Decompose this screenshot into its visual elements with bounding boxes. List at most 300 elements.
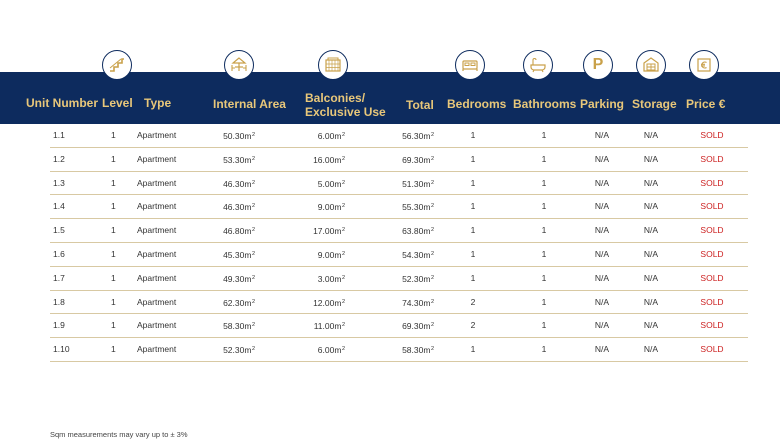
cell-bedrooms-value: 1 (470, 248, 476, 259)
cell-level-value: 1 (111, 344, 116, 355)
cell-balcony-area-value: 6.00 (317, 131, 335, 141)
area-unit-superscript: 2 (430, 155, 434, 162)
table-row (50, 291, 748, 315)
area-unit-superscript: 2 (341, 179, 345, 186)
building-icon-badge (318, 50, 348, 80)
area-unit-superscript: 2 (251, 298, 255, 305)
cell-price (700, 148, 723, 170)
cell-bathrooms (542, 338, 547, 360)
area-unit-superscript: 2 (430, 132, 434, 138)
col-header-price: Price € (686, 97, 726, 111)
col-header-internal-area: Internal Area (213, 97, 286, 111)
cell-parking-value: N/A (594, 130, 610, 140)
cell-price (700, 291, 723, 313)
cell-internal-area-value: 46.80 (223, 226, 245, 237)
cell-storage-value: N/A (643, 153, 659, 164)
col-header-parking: Parking (580, 97, 625, 111)
cell-parking-value: N/A (594, 177, 610, 188)
cell-storage (644, 267, 658, 289)
cell-level-value: 1 (111, 201, 116, 212)
cell-total-area (402, 172, 434, 195)
area-unit: m (423, 273, 431, 284)
cell-parking (595, 172, 609, 194)
cell-type-value: Apartment (137, 177, 177, 188)
area-unit-superscript: 2 (251, 179, 255, 186)
cell-type (137, 219, 176, 241)
cell-bathrooms (542, 314, 547, 336)
cell-total-area (402, 267, 434, 290)
cell-bedrooms-value: 1 (470, 153, 476, 164)
cell-unit-number-value: 1.6 (53, 248, 65, 259)
cell-bedrooms-value: 1 (470, 130, 476, 140)
cell-unit-number (53, 172, 65, 194)
cell-storage-value: N/A (643, 320, 659, 331)
cell-level-value: 1 (111, 296, 116, 307)
cell-unit-number-value: 1.2 (53, 153, 65, 164)
area-unit: m (423, 131, 431, 141)
cell-level-value: 1 (111, 130, 116, 140)
storage-icon-badge (636, 50, 666, 80)
cell-level-value: 1 (111, 225, 116, 236)
cell-internal-area-value: 53.30 (223, 154, 245, 165)
parking-icon-badge (583, 50, 613, 80)
cell-bathrooms-value: 1 (541, 177, 547, 188)
area-unit: m (244, 297, 252, 308)
cell-price (700, 243, 723, 265)
cell-internal-area (223, 338, 255, 361)
cell-storage (644, 338, 658, 360)
cell-internal-area (223, 314, 255, 337)
cell-storage-value: N/A (643, 344, 659, 355)
cell-level (111, 314, 116, 336)
cell-total-area (402, 314, 434, 337)
cell-parking (595, 314, 609, 336)
cell-balcony-area (313, 148, 345, 171)
cell-unit-number-value: 1.9 (53, 320, 65, 331)
cell-total-area-value: 69.30 (402, 154, 424, 165)
area-unit-superscript: 2 (251, 132, 255, 138)
cell-total-area (402, 148, 434, 171)
cell-bathrooms-value: 1 (541, 248, 547, 259)
cell-bedrooms (471, 338, 476, 360)
cell-type (137, 148, 176, 170)
area-unit-superscript: 2 (430, 322, 434, 329)
col-header-bedrooms: Bedrooms (447, 97, 507, 111)
bed-icon-badge (455, 50, 485, 80)
col-header-type: Type (144, 96, 172, 110)
cell-internal-area (223, 124, 255, 147)
cell-type-value: Apartment (137, 248, 177, 259)
cell-bedrooms (471, 243, 476, 265)
cell-parking-value: N/A (594, 272, 610, 283)
cell-storage (644, 148, 658, 170)
cell-total-area-value: 54.30 (402, 249, 424, 260)
area-unit-superscript: 2 (430, 298, 434, 305)
cell-balcony-area-value: 11.00 (313, 321, 335, 332)
cell-level (111, 219, 116, 241)
area-unit-superscript: 2 (430, 274, 434, 281)
cell-total-area-value: 58.30 (402, 345, 424, 356)
cell-storage (644, 291, 658, 313)
cell-unit-number-value: 1.10 (53, 344, 70, 355)
cell-bedrooms-value: 1 (470, 272, 476, 283)
table-row (50, 195, 748, 219)
area-unit: m (334, 297, 342, 308)
area-unit-superscript: 2 (251, 346, 255, 353)
cell-type-value: Apartment (137, 296, 177, 307)
cell-internal-area-value: 45.30 (223, 249, 245, 260)
area-unit: m (334, 226, 342, 237)
area-unit-superscript: 2 (341, 132, 345, 138)
cell-bedrooms (471, 219, 476, 241)
area-unit: m (423, 178, 431, 189)
cell-balcony-area-value: 9.00 (317, 202, 335, 213)
cell-total-area (402, 243, 434, 266)
area-unit: m (244, 178, 252, 189)
cell-balcony-area (318, 172, 345, 195)
cell-internal-area (223, 148, 255, 171)
cell-storage-value: N/A (643, 272, 659, 283)
area-unit-superscript: 2 (251, 155, 255, 162)
cell-bathrooms-value: 1 (541, 320, 547, 331)
cell-unit-number-value: 1.1 (53, 130, 65, 140)
unit-table-body (50, 124, 748, 362)
cell-price-value: SOLD (700, 153, 724, 164)
cell-price (700, 267, 723, 289)
area-unit: m (334, 154, 342, 165)
cell-parking (595, 148, 609, 170)
cell-parking-value: N/A (594, 344, 610, 355)
cell-bathrooms-value: 1 (541, 153, 547, 164)
cell-level (111, 172, 116, 194)
area-unit-superscript: 2 (430, 227, 434, 234)
area-unit: m (423, 226, 431, 237)
cell-internal-area-value: 49.30 (223, 273, 245, 284)
stairs-icon-badge (102, 50, 132, 80)
cell-bedrooms (471, 148, 476, 170)
bathtub-icon (528, 55, 548, 75)
area-unit-superscript: 2 (341, 346, 345, 353)
cell-storage (644, 172, 658, 194)
cell-parking (595, 243, 609, 265)
cell-bathrooms (542, 291, 547, 313)
cell-bathrooms-value: 1 (541, 130, 547, 140)
cell-total-area-value: 51.30 (402, 178, 424, 189)
cell-price-value: SOLD (700, 320, 724, 331)
area-unit-superscript: 2 (430, 250, 434, 257)
cell-bathrooms (542, 172, 547, 194)
bed-icon (460, 55, 480, 75)
cell-parking-value: N/A (594, 201, 610, 212)
cell-storage (644, 124, 658, 146)
cell-balcony-area (313, 219, 345, 242)
building-icon (323, 55, 343, 75)
cell-type-value: Apartment (137, 225, 177, 236)
area-unit: m (334, 345, 342, 356)
cell-parking (595, 195, 609, 217)
cell-level (111, 124, 116, 146)
cell-parking-value: N/A (594, 320, 610, 331)
cell-parking (595, 291, 609, 313)
area-unit-superscript: 2 (251, 322, 255, 329)
area-unit: m (423, 154, 431, 165)
area-unit: m (244, 131, 252, 141)
cell-parking-value: N/A (594, 296, 610, 307)
cell-type-value: Apartment (137, 153, 177, 164)
cell-bedrooms (471, 195, 476, 217)
cell-type (137, 338, 176, 360)
col-header-total: Total (406, 98, 434, 112)
cell-price-value: SOLD (700, 344, 724, 355)
cell-unit-number-value: 1.5 (53, 225, 65, 236)
cell-total-area (402, 219, 434, 242)
cell-parking (595, 219, 609, 241)
cell-balcony-area-value: 5.00 (317, 178, 335, 189)
table-row (50, 172, 748, 196)
cell-unit-number (53, 124, 65, 146)
cell-level-value: 1 (111, 272, 116, 283)
cell-storage-value: N/A (643, 201, 659, 212)
cell-bathrooms (542, 243, 547, 265)
cell-type-value: Apartment (137, 320, 177, 331)
cell-level-value: 1 (111, 177, 116, 188)
cell-bathrooms (542, 267, 547, 289)
cell-internal-area-value: 58.30 (223, 321, 245, 332)
cell-bedrooms (471, 291, 476, 313)
cell-internal-area (223, 219, 255, 242)
cell-bathrooms (542, 148, 547, 170)
table-row (50, 148, 748, 172)
cell-parking-value: N/A (594, 153, 610, 164)
area-unit: m (423, 202, 431, 213)
cell-total-area (402, 338, 434, 361)
cell-unit-number (53, 291, 65, 313)
table-row (50, 219, 748, 243)
col-header-storage: Storage (632, 97, 677, 111)
area-unit-superscript: 2 (341, 203, 345, 210)
cell-bedrooms (471, 314, 476, 336)
cell-storage (644, 314, 658, 336)
col-header-unit-number: Unit Number (26, 96, 98, 110)
cell-price-value: SOLD (700, 130, 724, 140)
euro-note-icon-badge (689, 50, 719, 80)
cell-level (111, 243, 116, 265)
area-unit: m (244, 249, 252, 260)
stairs-icon (107, 55, 127, 75)
cell-parking (595, 338, 609, 360)
cell-balcony-area-value: 12.00 (313, 297, 335, 308)
area-unit: m (334, 202, 342, 213)
cell-price (700, 124, 723, 146)
cell-bedrooms (471, 172, 476, 194)
area-unit-superscript: 2 (341, 155, 345, 162)
cell-balcony-area (318, 124, 345, 147)
cell-unit-number-value: 1.3 (53, 177, 65, 188)
cell-balcony-area-value: 16.00 (313, 154, 335, 165)
cell-bathrooms-value: 1 (541, 201, 547, 212)
cell-internal-area-value: 50.30 (223, 131, 245, 141)
cell-bathrooms-value: 1 (541, 225, 547, 236)
cell-type (137, 291, 176, 313)
cell-balcony-area-value: 6.00 (317, 345, 335, 356)
cell-balcony-area (318, 267, 345, 290)
table-row (50, 243, 748, 267)
cell-storage (644, 219, 658, 241)
cell-total-area-value: 55.30 (402, 202, 424, 213)
cell-type-value: Apartment (137, 272, 177, 283)
col-header-balconies-line1: Balconies/ (305, 91, 366, 105)
area-unit-superscript: 2 (251, 250, 255, 257)
cell-unit-number-value: 1.8 (53, 296, 65, 307)
cell-price (700, 195, 723, 217)
cell-price (700, 172, 723, 194)
area-unit: m (244, 345, 252, 356)
footnote: Sqm measurements may vary up to ± 3% (50, 430, 188, 439)
area-unit-superscript: 2 (341, 227, 345, 234)
area-unit-superscript: 2 (341, 298, 345, 305)
cell-total-area-value: 69.30 (402, 321, 424, 332)
cell-type-value: Apartment (137, 201, 177, 212)
cell-internal-area (223, 291, 255, 314)
cell-internal-area (223, 243, 255, 266)
parking-icon: P (592, 56, 604, 73)
cell-bedrooms-value: 2 (470, 296, 476, 307)
cell-parking (595, 124, 609, 146)
table-row (50, 314, 748, 338)
cell-unit-number (53, 243, 65, 265)
cell-total-area (402, 124, 434, 147)
area-unit: m (334, 273, 342, 284)
cell-total-area-value: 74.30 (402, 297, 424, 308)
area-unit: m (423, 297, 431, 308)
table-row (50, 338, 748, 362)
cell-unit-number (53, 195, 65, 217)
bathtub-icon-badge (523, 50, 553, 80)
table-chairs-icon (229, 55, 249, 75)
cell-type-value: Apartment (137, 130, 177, 140)
cell-level (111, 338, 116, 360)
area-unit: m (244, 154, 252, 165)
cell-unit-number (53, 267, 65, 289)
cell-unit-number (53, 219, 65, 241)
area-unit: m (334, 131, 342, 141)
cell-parking-value: N/A (594, 225, 610, 236)
cell-bedrooms-value: 2 (470, 320, 476, 331)
cell-bathrooms (542, 195, 547, 217)
area-unit: m (244, 273, 252, 284)
cell-bedrooms-value: 1 (470, 201, 476, 212)
cell-balcony-area (313, 291, 345, 314)
col-header-level: Level (102, 96, 133, 110)
table-row (50, 124, 748, 148)
cell-level (111, 267, 116, 289)
cell-price-value: SOLD (700, 272, 724, 283)
area-unit-superscript: 2 (341, 322, 345, 329)
cell-bedrooms-value: 1 (470, 177, 476, 188)
euro-note-icon (694, 55, 714, 75)
area-unit: m (423, 249, 431, 260)
area-unit: m (423, 345, 431, 356)
cell-parking-value: N/A (594, 248, 610, 259)
cell-price-value: SOLD (700, 177, 724, 188)
cell-level (111, 291, 116, 313)
cell-storage-value: N/A (643, 296, 659, 307)
storage-icon (641, 55, 661, 75)
cell-internal-area-value: 46.30 (223, 202, 245, 213)
cell-balcony-area-value: 9.00 (317, 249, 335, 260)
cell-level (111, 148, 116, 170)
cell-balcony-area (318, 243, 345, 266)
cell-bathrooms-value: 1 (541, 272, 547, 283)
cell-level-value: 1 (111, 153, 116, 164)
area-unit: m (244, 226, 252, 237)
cell-internal-area (223, 172, 255, 195)
cell-storage-value: N/A (643, 248, 659, 259)
area-unit-superscript: 2 (341, 250, 345, 257)
cell-balcony-area-value: 17.00 (313, 226, 335, 237)
cell-type (137, 267, 176, 289)
cell-internal-area-value: 52.30 (223, 345, 245, 356)
cell-bathrooms-value: 1 (541, 344, 547, 355)
cell-storage (644, 243, 658, 265)
cell-price-value: SOLD (700, 296, 724, 307)
cell-storage-value: N/A (643, 177, 659, 188)
cell-unit-number (53, 314, 65, 336)
cell-internal-area-value: 62.30 (223, 297, 245, 308)
cell-parking (595, 267, 609, 289)
cell-internal-area (223, 195, 255, 218)
cell-internal-area-value: 46.30 (223, 178, 245, 189)
cell-total-area (402, 195, 434, 218)
cell-unit-number-value: 1.7 (53, 272, 65, 283)
cell-total-area-value: 63.80 (402, 226, 424, 237)
area-unit-superscript: 2 (341, 274, 345, 281)
cell-bedrooms-value: 1 (470, 225, 476, 236)
cell-balcony-area (318, 338, 345, 361)
cell-storage-value: N/A (643, 225, 659, 236)
area-unit: m (244, 321, 252, 332)
cell-level-value: 1 (111, 248, 116, 259)
cell-level-value: 1 (111, 320, 116, 331)
cell-level (111, 195, 116, 217)
cell-bathrooms-value: 1 (541, 296, 547, 307)
cell-unit-number-value: 1.4 (53, 201, 65, 212)
cell-bedrooms (471, 124, 476, 146)
cell-type (137, 124, 176, 146)
cell-bathrooms (542, 219, 547, 241)
col-header-balconies-line2: Exclusive Use (305, 105, 386, 119)
cell-price-value: SOLD (700, 201, 724, 212)
area-unit: m (334, 178, 342, 189)
cell-price (700, 314, 723, 336)
cell-bedrooms (471, 267, 476, 289)
cell-total-area (402, 291, 434, 314)
cell-type (137, 243, 176, 265)
cell-type-value: Apartment (137, 344, 177, 355)
cell-total-area-value: 52.30 (402, 273, 424, 284)
cell-internal-area (223, 267, 255, 290)
cell-unit-number (53, 338, 70, 360)
col-header-bathrooms: Bathrooms (513, 97, 577, 111)
cell-type (137, 195, 176, 217)
cell-bathrooms (542, 124, 547, 146)
area-unit: m (244, 202, 252, 213)
table-chairs-icon-badge (224, 50, 254, 80)
area-unit-superscript: 2 (251, 203, 255, 210)
area-unit-superscript: 2 (430, 346, 434, 353)
table-row (50, 267, 748, 291)
cell-unit-number (53, 148, 65, 170)
